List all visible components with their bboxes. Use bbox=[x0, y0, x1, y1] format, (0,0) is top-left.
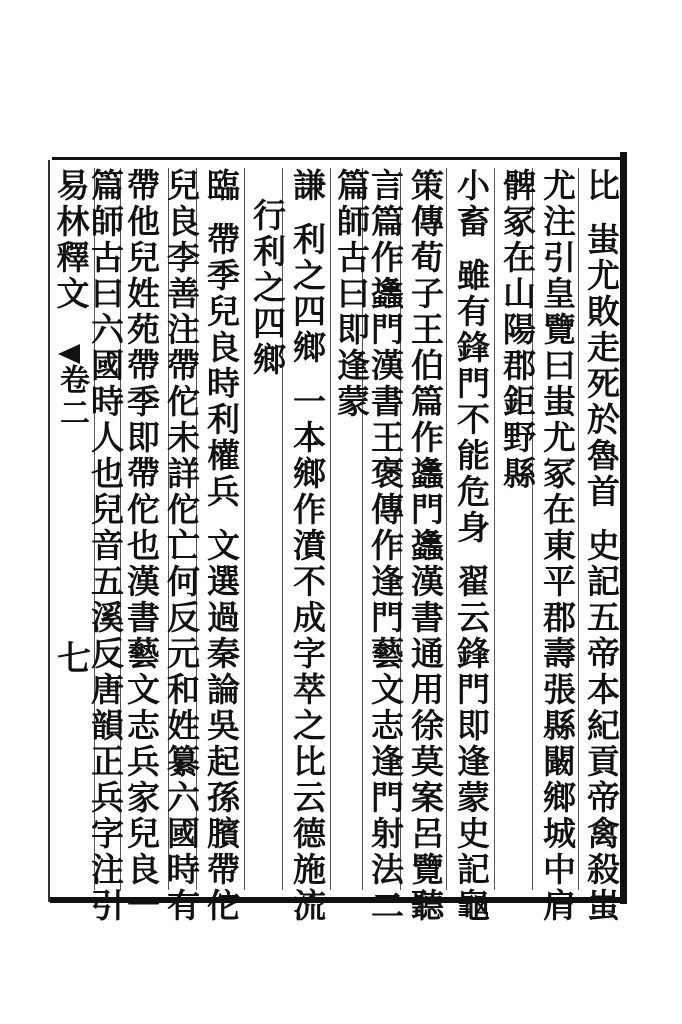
text-column bbox=[496, 168, 538, 893]
text-column bbox=[404, 168, 446, 924]
text-column bbox=[84, 168, 126, 924]
book-title: 易林釋文 bbox=[51, 168, 91, 312]
commentary-text: 翟云鋒門即逢蒙史記龜 bbox=[452, 564, 491, 924]
hexagram-heading: 小畜 bbox=[452, 168, 491, 240]
commentary-text: 髀冢在山陽郡鉅野縣 bbox=[498, 168, 537, 492]
hexagram-heading: 謙 bbox=[288, 168, 327, 204]
commentary-text: 策傳荀子王伯篇作蠭門蠭漢書通用徐莫案呂覽聽 bbox=[406, 168, 445, 924]
commentary-text: 篇師古曰六國時人也兒音五溪反唐韻正兵字注引 bbox=[86, 168, 125, 924]
text-column bbox=[246, 168, 288, 893]
verse-text: 蚩尤敗走死於魯首 bbox=[582, 222, 621, 510]
hexagram-heading: 比 bbox=[582, 168, 621, 204]
verse-text: 帶季兒良時利權兵 bbox=[202, 222, 241, 510]
column-rule bbox=[494, 168, 495, 890]
text-column bbox=[330, 168, 372, 893]
text-column bbox=[200, 168, 242, 924]
column-rule bbox=[244, 168, 245, 890]
commentary-text: 尤注引皇覽曰蚩尤冢在東平郡壽張縣闞鄉城中肩 bbox=[538, 168, 577, 924]
commentary-text: 行利之四鄉 bbox=[248, 198, 287, 378]
verse-text: 利之四鄉 bbox=[288, 222, 327, 366]
text-column bbox=[536, 168, 578, 924]
text-column bbox=[450, 168, 492, 924]
frame-top-border bbox=[52, 157, 626, 160]
commentary-text: 文選過秦論吳起孫臏帶佗 bbox=[202, 528, 241, 924]
text-column bbox=[160, 168, 202, 924]
column-rule bbox=[446, 168, 447, 890]
commentary-text: 兒良李善注帶佗未詳佗亡何反元和姓纂六國時有 bbox=[162, 168, 201, 924]
hexagram-heading: 臨 bbox=[202, 168, 241, 204]
folio-number: 七 bbox=[50, 640, 91, 674]
commentary-text: 言篇作蠭門漢書王褒傳作逢門藝文志逢門射法二 bbox=[366, 168, 405, 924]
commentary-text: 篇師古曰即逢蒙 bbox=[332, 168, 371, 420]
commentary-text: 一本鄉作濆不成字萃之比云德施流 bbox=[288, 384, 327, 924]
verse-text: 雖有鋒門不能危身 bbox=[452, 258, 491, 546]
text-column bbox=[580, 168, 622, 924]
commentary-text: 史記五帝本紀貢帝禽殺蚩 bbox=[582, 528, 621, 924]
column-rule bbox=[578, 168, 579, 890]
text-column bbox=[120, 168, 162, 924]
commentary-text: 帶他兒姓苑帶季即帶佗也漢書藝文志兵家兒良一 bbox=[122, 168, 161, 924]
juan-number: 卷二 bbox=[54, 364, 89, 430]
text-column bbox=[286, 168, 328, 924]
